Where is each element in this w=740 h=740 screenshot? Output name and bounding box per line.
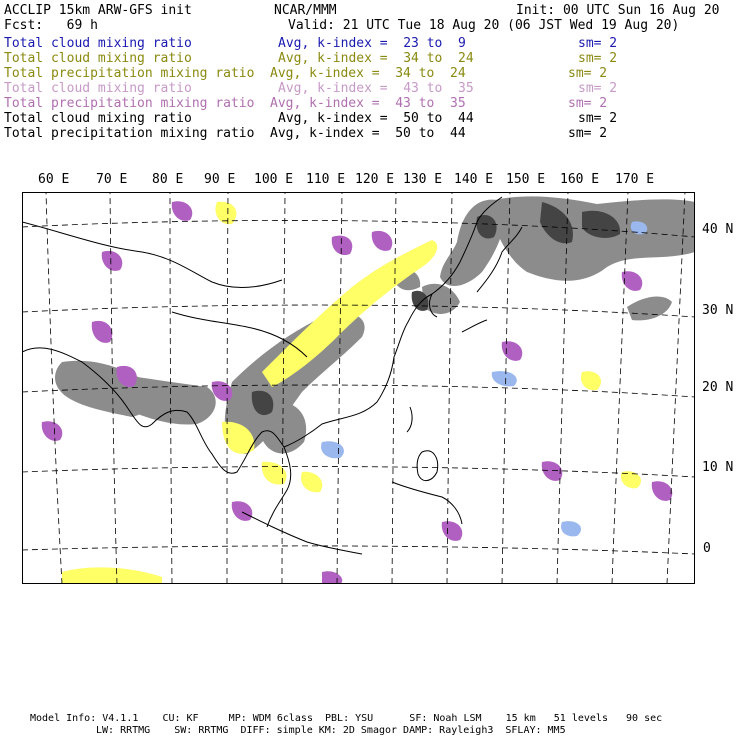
lon-label: 120 E xyxy=(355,172,395,187)
organization-label: NCAR/MMM xyxy=(274,3,337,18)
legend-smoothing: sm= 2 xyxy=(578,111,618,126)
legend-avg: Avg, k-index = 43 to 35 xyxy=(278,81,474,96)
legend-avg: Avg, k-index = 50 to 44 xyxy=(278,111,474,126)
legend-name: Total precipitation mixing ratio xyxy=(4,66,255,81)
cloud-mixing-ratio-map xyxy=(22,192,695,584)
legend-name: Total precipitation mixing ratio xyxy=(4,96,255,111)
legend-smoothing: sm= 2 xyxy=(578,36,618,51)
model-info-line1: Model Info: V4.1.1 CU: KF MP: WDM 6class PBL: YSU SF: Noah LSM 15 km 51 levels 90 sec xyxy=(30,713,663,724)
init-time: Init: 00 UTC Sun 16 Aug 20 xyxy=(516,3,720,18)
lon-label: 60 E xyxy=(38,172,70,187)
lon-label: 80 E xyxy=(152,172,184,187)
legend-smoothing: sm= 2 xyxy=(568,66,608,81)
legend-name: Total cloud mixing ratio xyxy=(4,36,192,51)
lon-label: 170 E xyxy=(615,172,655,187)
lat-label: 40 N xyxy=(702,222,734,237)
lat-label: 20 N xyxy=(702,380,734,395)
legend-smoothing: sm= 2 xyxy=(568,126,608,141)
lon-label: 100 E xyxy=(254,172,294,187)
legend-name: Total precipitation mixing ratio xyxy=(4,126,255,141)
forecast-hour: Fcst: 69 h xyxy=(4,18,98,33)
legend-name: Total cloud mixing ratio xyxy=(4,81,192,96)
model-title: ACCLIP 15km ARW-GFS init xyxy=(4,3,192,18)
valid-time: Valid: 21 UTC Tue 18 Aug 20 (06 JST Wed 19 Aug 20) xyxy=(288,18,680,33)
lon-label: 110 E xyxy=(306,172,346,187)
lon-label: 160 E xyxy=(560,172,600,187)
lon-label: 90 E xyxy=(204,172,236,187)
legend-avg: Avg, k-index = 23 to 9 xyxy=(278,36,466,51)
legend-avg: Avg, k-index = 34 to 24 xyxy=(278,51,474,66)
model-info-line2: LW: RRTMG SW: RRTMG DIFF: simple KM: 2D Smagor DAMP: Rayleigh3 SFLAY: MM5 xyxy=(96,725,566,736)
lon-label: 150 E xyxy=(506,172,546,187)
legend-name: Total cloud mixing ratio xyxy=(4,111,192,126)
lat-label: 0 xyxy=(703,541,711,556)
legend-smoothing: sm= 2 xyxy=(568,96,608,111)
lon-label: 70 E xyxy=(96,172,128,187)
lon-label: 140 E xyxy=(454,172,494,187)
legend-avg: Avg, k-index = 50 to 44 xyxy=(270,126,466,141)
lat-label: 10 N xyxy=(702,460,734,475)
legend-name: Total cloud mixing ratio xyxy=(4,51,192,66)
legend-avg: Avg, k-index = 43 to 35 xyxy=(270,96,466,111)
lat-label: 30 N xyxy=(702,303,734,318)
lon-label: 130 E xyxy=(403,172,443,187)
legend-smoothing: sm= 2 xyxy=(578,81,618,96)
legend-smoothing: sm= 2 xyxy=(578,51,618,66)
legend-avg: Avg, k-index = 34 to 24 xyxy=(270,66,466,81)
